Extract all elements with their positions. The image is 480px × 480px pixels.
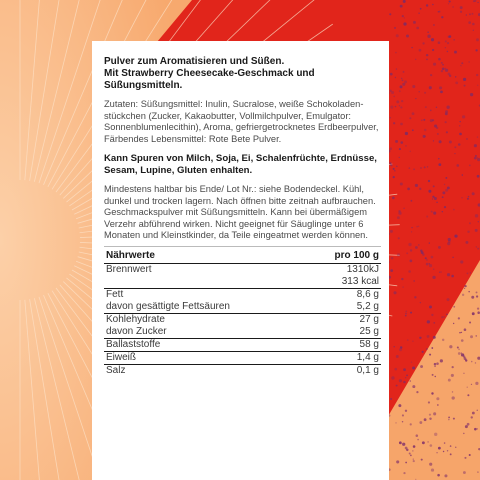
headline-line: Pulver zum Aromatisieren und Süßen. <box>104 56 285 67</box>
nutrient-value: 27 g <box>359 313 379 325</box>
nutrient-name: Ballaststoffe <box>106 338 161 350</box>
nutrient-name: davon gesättigte Fettsäuren <box>106 300 230 312</box>
nutrient-value: 0,1 g <box>356 364 379 376</box>
nutrition-row <box>104 364 381 377</box>
nutrient-value: 25 g <box>359 325 379 337</box>
allergen-notice: Kann Spuren von Milch, Soja, Ei, Schalenfrüchte, Erdnüsse, Sesam, Lupine, Gluten enhalten. <box>104 153 377 177</box>
nutrient-name: Salz <box>106 364 126 376</box>
nutrition-header <box>104 247 381 264</box>
nutrient-name: davon Zucker <box>106 325 167 337</box>
nutrition-row <box>104 301 381 313</box>
nutrition-row <box>104 276 381 288</box>
nutrient-value: 1310kJ <box>346 263 379 275</box>
nutrition-table <box>104 246 381 377</box>
nutrient-name: Brennwert <box>106 263 152 275</box>
nutrient-value: 58 g <box>359 338 379 350</box>
nutrition-header-right: pro 100 g <box>334 249 379 261</box>
nutrition-row <box>104 338 381 351</box>
product-headline <box>104 56 381 92</box>
headline-line: Süßungsmitteln. <box>104 80 183 91</box>
nutrient-value: 313 kcal <box>341 275 379 287</box>
nutrient-name: Kohlehydrate <box>106 313 165 325</box>
storage-text: Mindestens haltbar bis Ende/ Lot Nr.: siehe Bodendeckel. Kühl, dunkel und trocken lagern. Nach öffnen bitte zeitnah aufbrauchen. Geschmackspulver mit Süßungsmitteln. Kann bei übermäßigem Verzehr abführend wirken. Nicht geeignet für Säuglinge unter 6 Monaten und Kleinstkinder, da Teile eingeatmet werden können. <box>104 183 376 241</box>
nutrition-row <box>104 313 381 326</box>
ingredients-text: Zutaten: Süßungsmittel: Inulin, Sucralose, weiße Schokoladen-stückchen (Zucker, Kakaobutter, Vollmilchpulver, Emulgator: Sonnenblumenlecithin), Aroma, gefriergetrocknetes Erdbeerpulver, Färbendes Lebensmittel: Rote Bete Pulver. <box>104 99 379 144</box>
product-label <box>92 41 389 480</box>
nutrition-row <box>104 288 381 301</box>
nutrient-value: 5,2 g <box>356 300 379 312</box>
headline-line: Mit Strawberry Cheesecake-Geschmack und <box>104 68 315 79</box>
nutrition-row <box>104 326 381 338</box>
nutrient-value: 8,6 g <box>356 288 379 300</box>
nutrient-name: Eiweiß <box>106 351 137 363</box>
nutrient-name: Fett <box>106 288 124 300</box>
nutrition-row <box>104 264 381 276</box>
nutrient-value: 1,4 g <box>356 351 379 363</box>
nutrition-header-left: Nährwerte <box>106 249 155 261</box>
nutrition-row <box>104 351 381 364</box>
